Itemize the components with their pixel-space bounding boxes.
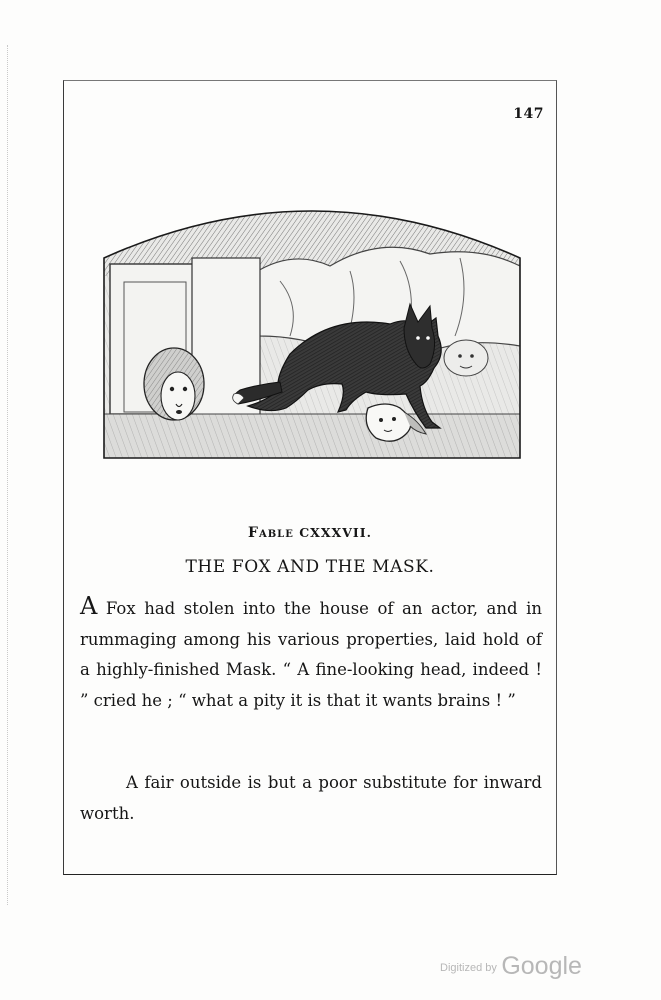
fable-moral: A fair outside is but a poor substitute for inward worth. [80, 773, 542, 823]
fable-body [80, 594, 542, 716]
page-number: 147 [513, 106, 544, 122]
fable-body-text: Fox had stolen into the house of an actor, and in rummaging among his various properties, laid hold of a highly-finished Mask. “ A fine-looking head, indeed ! ” cried he ; “ what a pity it is that it wants brains ! ” [80, 599, 542, 710]
drop-initial: A [80, 592, 98, 620]
fable-number-prefix: Fable [248, 525, 294, 541]
fable-illustration [100, 186, 524, 462]
watermark-prefix: Digitized by [440, 962, 497, 974]
digitized-watermark [440, 952, 582, 981]
fable-number [80, 525, 540, 541]
fox-and-mask-engraving [100, 186, 524, 462]
fable-title: THE FOX AND THE MASK. [185, 557, 435, 577]
scan-margin-mark [7, 45, 10, 905]
google-logo: Google [501, 952, 582, 980]
fable-number-roman: CXXXVII. [299, 525, 372, 540]
